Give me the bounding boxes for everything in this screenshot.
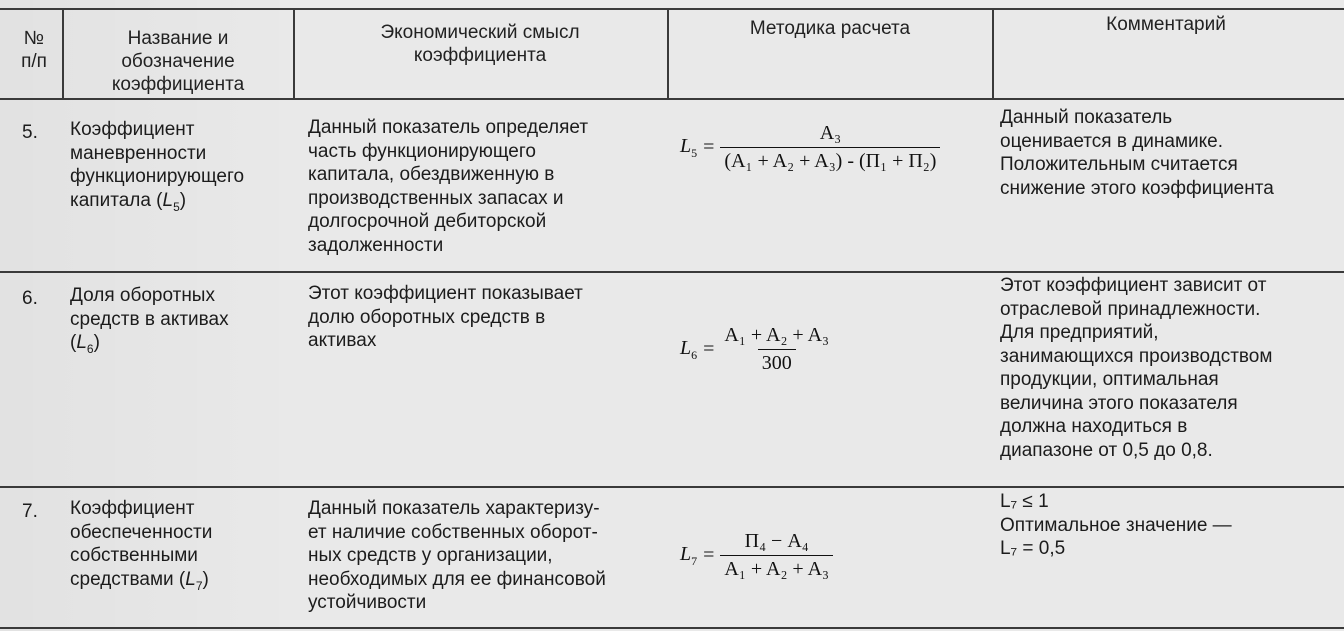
meaning-line: ет наличие собственных оборот- [308, 521, 598, 543]
comment-line: L₇ = 0,5 [1000, 538, 1066, 559]
meaning-line: производственных запасах и [308, 187, 564, 209]
formula-lhs: L [680, 336, 692, 359]
meaning-line: часть функционирующего [308, 140, 536, 162]
header-num [8, 27, 60, 73]
comment-line: Данный показатель [1000, 107, 1173, 128]
name-line: Коэффициент [70, 498, 195, 519]
economic-meaning [308, 116, 664, 257]
calculation-formula [680, 324, 833, 375]
comment-line: Оптимальное значение — [1000, 514, 1232, 536]
comment-line: диапазоне от 0,5 до 0,8. [1000, 439, 1213, 461]
coefficient-symbol-sub: 5 [173, 199, 180, 214]
col-divider-1 [62, 9, 64, 100]
formula-equals: = [703, 338, 715, 360]
comment-line: величина этого показателя [1000, 392, 1238, 414]
header-name-line: коэффициента [111, 74, 245, 95]
header-bottom-rule [0, 98, 1344, 100]
header-comment-line: Комментарий [1106, 14, 1226, 35]
header-num-line: № [23, 28, 45, 49]
header-meaning-line: коэффициента [413, 45, 547, 66]
comment [1000, 106, 1340, 200]
formula-lhs: L [680, 542, 692, 565]
comment-line: L₇ ≤ 1 [1000, 491, 1049, 512]
formula-lhs-sub: 6 [691, 347, 698, 362]
formula-numerator: A₁ + A₂ + A₃ [724, 324, 830, 346]
header-method [670, 17, 990, 40]
formula-lhs-sub: 5 [691, 145, 698, 160]
comment-line: снижение этого коэффициента [1000, 177, 1274, 199]
formula-fraction [720, 122, 940, 173]
name-line: ( [70, 332, 77, 353]
table-bottom-rule [0, 627, 1344, 629]
meaning-line: Этот коэффициент показывает [308, 283, 583, 304]
formula-denominator: (A₁ + A₂ + A₃) - (П₁ + П₂) [720, 147, 940, 173]
meaning-line: необходимых для ее финансовой [308, 568, 606, 590]
comment-line: должна находиться в [1000, 416, 1188, 437]
meaning-line: ных средств у организации, [308, 545, 553, 566]
name-line: собственными [70, 545, 198, 566]
row-5-bottom-rule [0, 271, 1344, 273]
economic-meaning [308, 497, 664, 615]
formula-lhs: L [680, 134, 692, 157]
name-tail: ) [93, 332, 100, 353]
table-top-rule [0, 8, 1344, 10]
coefficient-name [70, 497, 290, 598]
col-divider-2 [293, 9, 295, 100]
header-num-line: п/п [21, 51, 47, 72]
formula-fraction [720, 324, 833, 375]
coefficient-symbol: L [76, 332, 87, 353]
name-line: маневренности [70, 142, 207, 164]
header-name-line: обозначение [121, 51, 235, 72]
header-name [66, 27, 290, 96]
name-line: средствами ( [70, 568, 186, 590]
coefficient-symbol-sub: 7 [195, 578, 203, 593]
header-meaning-line: Экономический смысл [380, 22, 580, 43]
meaning-line: долгосрочной дебиторской [308, 211, 547, 232]
comment [1000, 490, 1340, 561]
comment-line: занимающихся производством [1000, 345, 1273, 367]
coefficient-name [70, 118, 290, 219]
name-tail: ) [179, 189, 187, 211]
col-divider-3 [667, 9, 669, 100]
row-number: 5. [22, 122, 38, 143]
name-line: капитала ( [70, 189, 163, 211]
formula-equals: = [703, 544, 715, 566]
header-meaning [296, 21, 664, 67]
name-line: обеспеченности [70, 521, 213, 543]
meaning-line: активах [308, 330, 377, 351]
formula-denominator: A₁ + A₂ + A₃ [720, 555, 833, 581]
row-number: 7. [22, 501, 38, 522]
header-name-line: Название и [127, 28, 229, 49]
comment-line: Этот коэффициент зависит от [1000, 275, 1267, 296]
comment-line: отраслевой принадлежности. [1000, 298, 1261, 320]
name-line: средств в активах [70, 308, 229, 330]
row-6-bottom-rule [0, 486, 1344, 488]
formula-equals: = [703, 136, 715, 158]
name-line: функционирующего [70, 166, 245, 187]
name-line: Коэффициент [70, 119, 195, 140]
coefficient-name [70, 284, 290, 361]
name-tail: ) [202, 568, 209, 590]
comment-line: продукции, оптимальная [1000, 369, 1219, 390]
formula-lhs-sub: 7 [691, 553, 698, 568]
calculation-formula [680, 122, 940, 173]
header-comment [996, 13, 1336, 36]
comment-line: Для предприятий, [1000, 322, 1159, 343]
formula-numerator: A₃ [819, 122, 842, 144]
comment-line: оценивается в динамике. [1000, 130, 1224, 152]
coefficient-symbol: L [185, 568, 196, 590]
coefficient-symbol-sub: 6 [86, 341, 94, 356]
meaning-line: капитала, обездвиженную в [308, 164, 555, 185]
name-line: Доля оборотных [70, 285, 215, 306]
formula-numerator: П₄ − A₄ [744, 530, 809, 552]
meaning-line: Данный показатель характеризу- [308, 498, 600, 519]
comment-line: Положительным считается [1000, 154, 1238, 175]
meaning-line: задолженности [308, 234, 444, 256]
formula-denominator: 300 [758, 349, 796, 375]
coefficient-symbol: L [162, 189, 174, 211]
header-method-line: Методика расчета [749, 18, 911, 39]
calculation-formula [680, 530, 833, 581]
meaning-line: Данный показатель определяет [308, 117, 589, 138]
meaning-line: долю оборотных средств в [308, 306, 546, 328]
comment [1000, 274, 1340, 462]
col-divider-4 [992, 9, 994, 100]
formula-fraction [720, 530, 833, 581]
meaning-line: устойчивости [308, 592, 427, 613]
economic-meaning [308, 282, 664, 353]
row-number: 6. [22, 288, 38, 309]
